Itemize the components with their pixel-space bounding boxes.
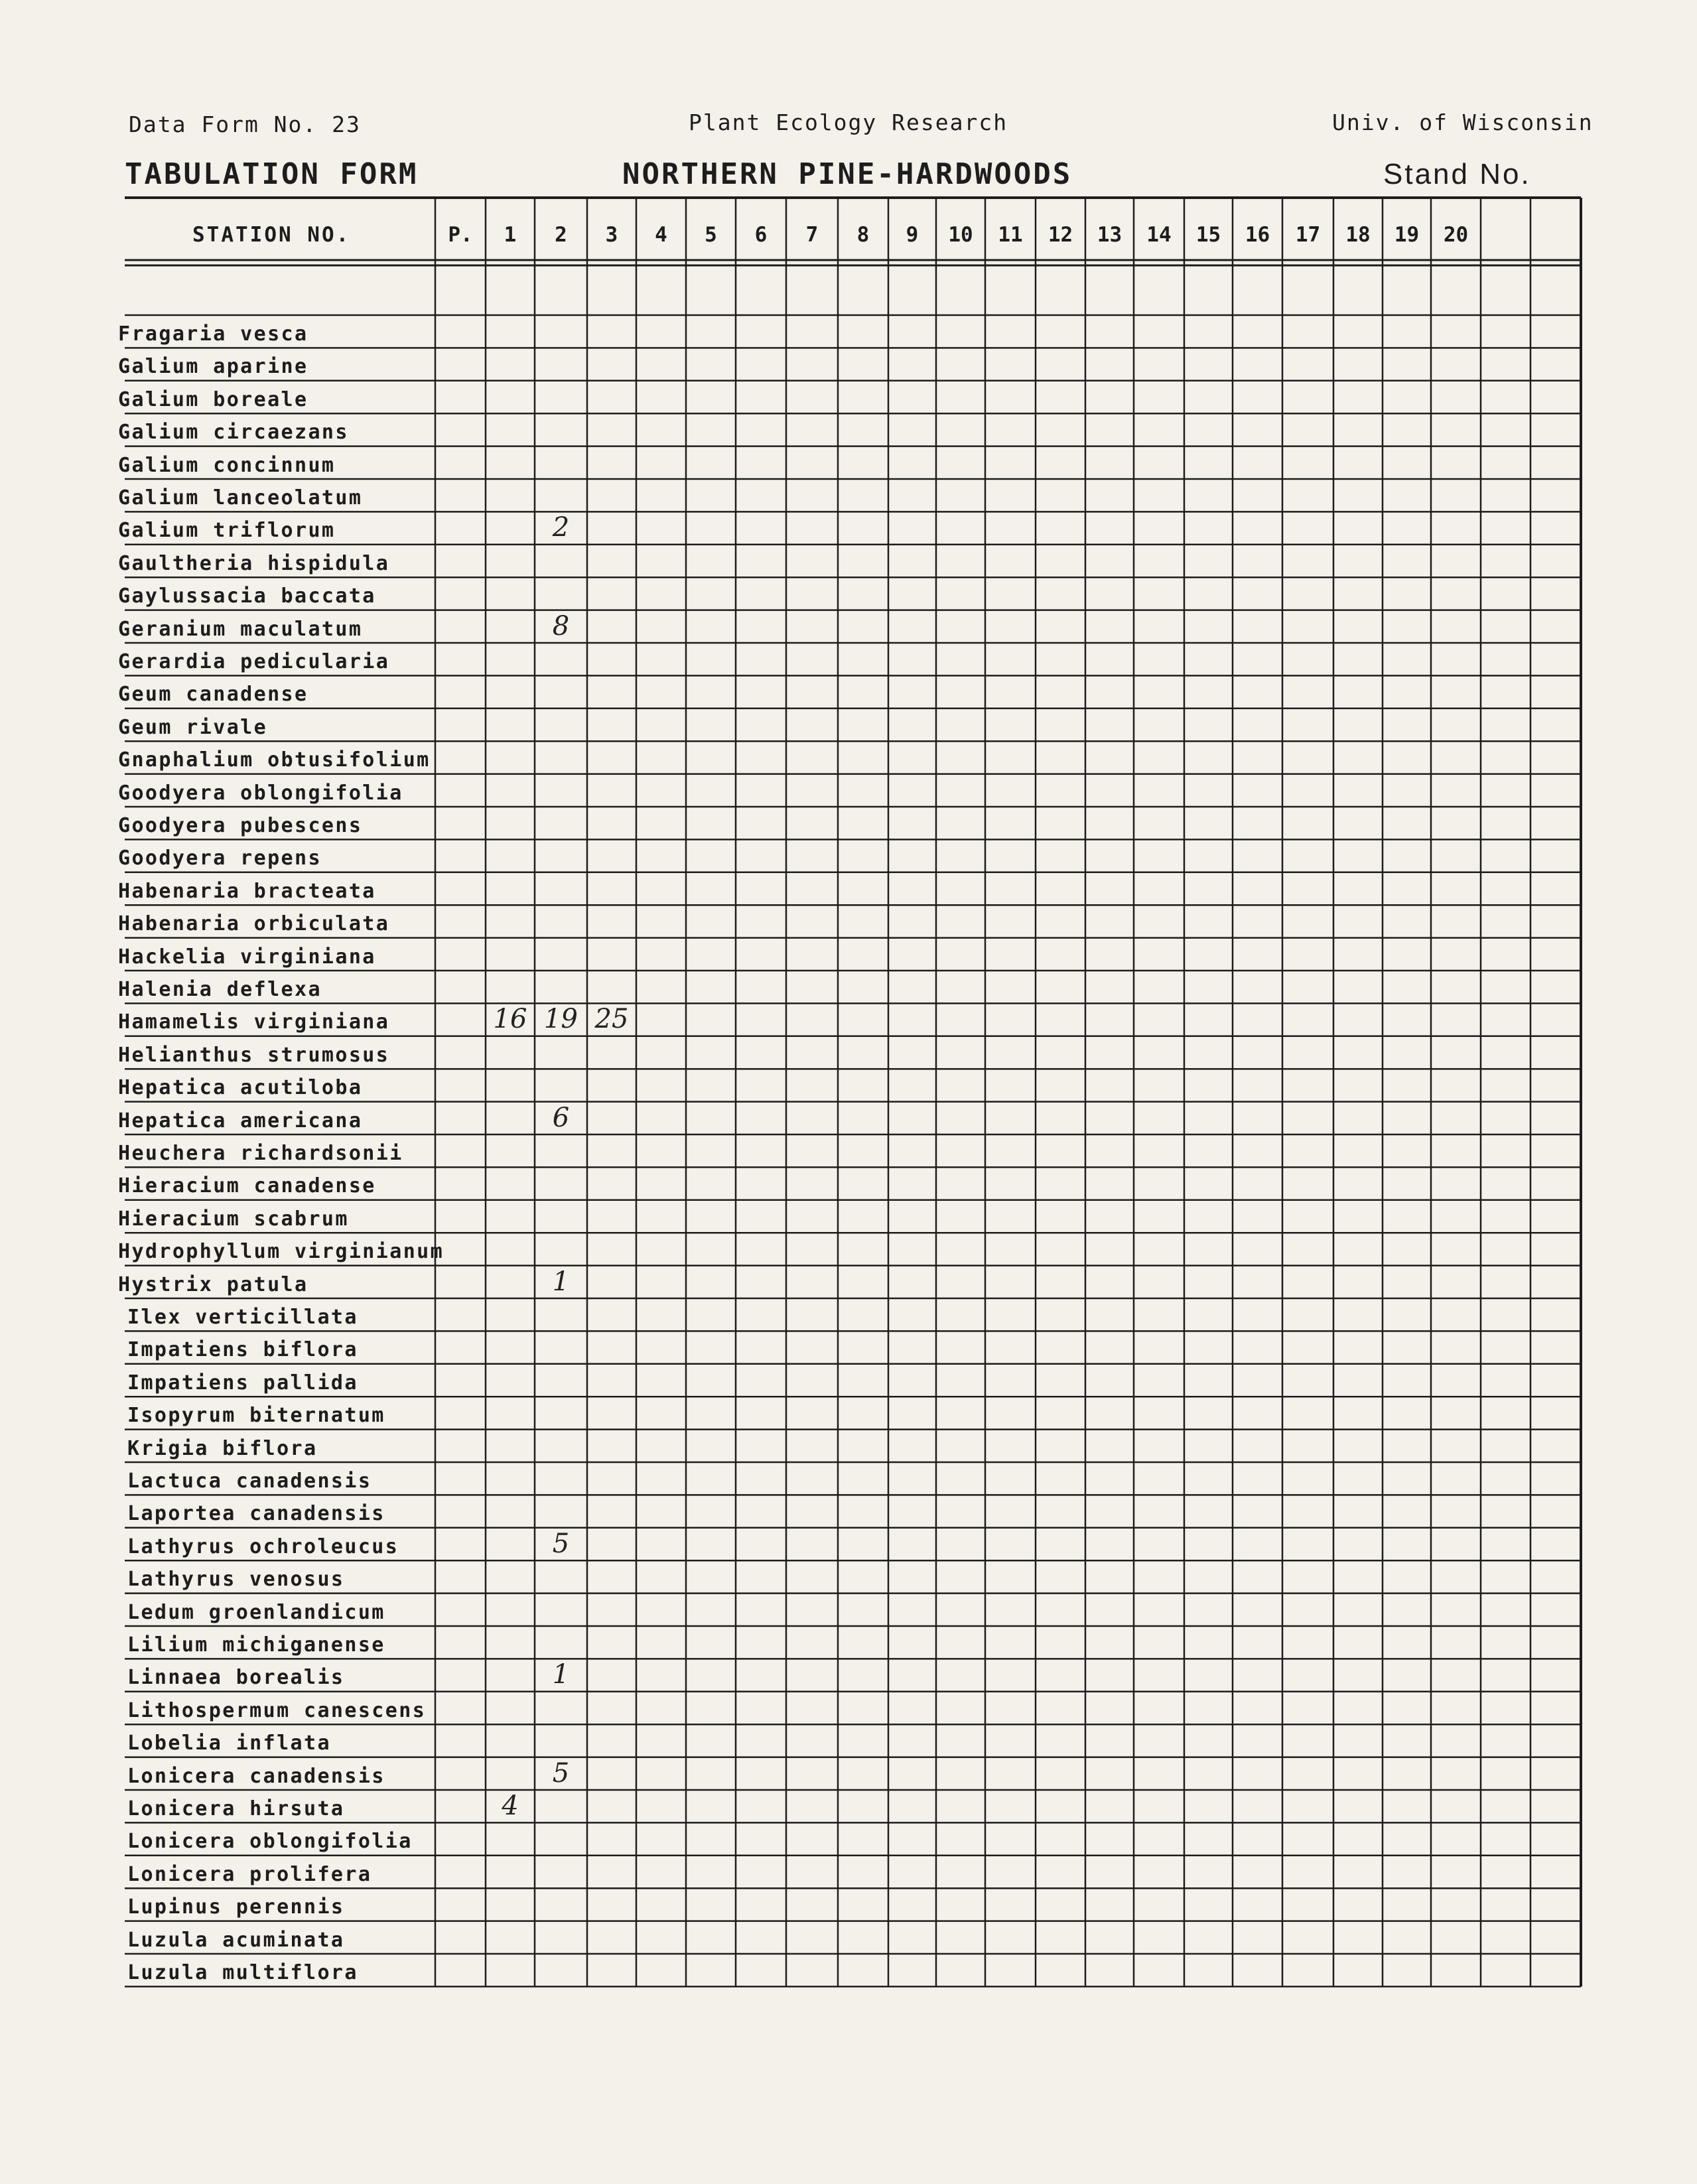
station-column-header: 18: [1345, 223, 1371, 247]
species-label: Hepatica americana: [118, 1109, 363, 1132]
station-column-header: 17: [1295, 223, 1321, 247]
species-label: Impatiens pallida: [127, 1371, 358, 1395]
species-label: Lithospermum canescens: [127, 1698, 427, 1722]
station-column-header: 13: [1097, 223, 1122, 247]
species-label: Galium concinnum: [118, 453, 336, 477]
station-column-header: 9: [906, 223, 919, 247]
forest-type-title: NORTHERN PINE-HARDWOODS: [622, 157, 1073, 191]
species-label: Laportea canadensis: [127, 1502, 385, 1526]
species-label: Luzula multiflora: [127, 1961, 358, 1984]
species-label: Lonicera prolifera: [127, 1862, 372, 1886]
species-label: Geum rivale: [118, 715, 268, 739]
handwritten-entry: 19: [544, 1004, 578, 1035]
handwritten-entry: 1: [552, 1266, 570, 1297]
species-label: Lathyrus ochroleucus: [127, 1535, 399, 1558]
species-label: Luzula acuminata: [127, 1928, 345, 1952]
handwritten-entry: 16: [493, 1004, 527, 1035]
species-label: Hydrophyllum virginianum: [118, 1240, 444, 1264]
station-column-header: 8: [856, 223, 870, 247]
station-column-header: 4: [655, 223, 667, 247]
species-label: Goodyera oblongifolia: [118, 781, 403, 805]
stand-number-label: Stand No.: [1383, 158, 1531, 190]
handwritten-entry: 4: [502, 1791, 519, 1821]
species-label: Lonicera oblongifolia: [127, 1830, 413, 1854]
station-column-header: 20: [1443, 223, 1469, 247]
species-label: Lathyrus venosus: [127, 1568, 345, 1592]
species-label: Hamamelis virginiana: [118, 1010, 390, 1034]
species-label: Ledum groenlandicum: [127, 1600, 385, 1624]
species-label: Heuchera richardsonii: [118, 1142, 403, 1165]
station-column-header: 6: [754, 223, 768, 247]
station-column-header: 16: [1245, 223, 1270, 247]
species-label: Fragaria vesca: [118, 322, 308, 346]
species-label: Geranium maculatum: [118, 617, 363, 641]
handwritten-entry: 1: [552, 1659, 570, 1690]
species-label: Impatiens biflora: [127, 1338, 358, 1362]
species-label: Lonicera hirsuta: [127, 1797, 345, 1820]
species-label: Habenaria orbiculata: [118, 912, 390, 936]
station-column-header: 11: [998, 223, 1023, 247]
station-column-header: 19: [1394, 223, 1420, 247]
species-label: Hieracium canadense: [118, 1174, 376, 1198]
species-label: Gnaphalium obtusifolium: [118, 748, 431, 772]
species-label: Ilex verticillata: [127, 1306, 358, 1329]
species-label: Lobelia inflata: [127, 1732, 331, 1755]
species-label: Goodyera repens: [118, 847, 322, 870]
handwritten-entry: 6: [552, 1102, 570, 1133]
station-column-header: P.: [448, 223, 473, 247]
station-column-header: 14: [1146, 223, 1172, 247]
research-heading: Plant Ecology Research: [689, 109, 1008, 135]
species-label: Hepatica acutiloba: [118, 1076, 363, 1100]
species-label: Krigia biflora: [127, 1436, 318, 1460]
species-label: Goodyera pubescens: [118, 814, 363, 837]
species-label: Lupinus perennis: [127, 1895, 345, 1919]
species-label: Helianthus strumosus: [118, 1043, 390, 1067]
handwritten-entry: 2: [552, 512, 570, 543]
station-column-header: 1: [504, 223, 517, 247]
handwritten-entry: 5: [552, 1528, 570, 1559]
species-label: Lactuca canadensis: [127, 1469, 372, 1493]
form-title: TABULATION FORM: [125, 157, 419, 191]
station-column-header: 3: [605, 223, 618, 247]
handwritten-entry: 5: [552, 1757, 570, 1789]
station-column-header: 10: [948, 223, 973, 247]
species-label: Hackelia virginiana: [118, 945, 376, 969]
species-label: Gaylussacia baccata: [118, 584, 376, 608]
species-label: Lonicera canadensis: [127, 1764, 385, 1788]
species-label: Habenaria bracteata: [118, 879, 376, 903]
species-label: Halenia deflexa: [118, 978, 322, 1001]
handwritten-entry: 8: [552, 610, 570, 642]
university-name: Univ. of Wisconsin: [1332, 109, 1594, 135]
station-column-header: 7: [805, 223, 819, 247]
species-label: Hystrix patula: [118, 1272, 308, 1296]
station-column-header: 5: [705, 223, 717, 247]
station-column-header: 12: [1048, 223, 1073, 247]
station-number-label: STATION NO.: [192, 223, 351, 247]
species-label: Gaultheria hispidula: [118, 551, 390, 575]
handwritten-entry: 25: [594, 1004, 629, 1035]
species-label: Gerardia pedicularia: [118, 650, 390, 673]
station-column-header: 2: [555, 223, 567, 247]
species-label: Galium aparine: [118, 355, 308, 379]
form-number: Data Form No. 23: [129, 111, 361, 137]
species-label: Lilium michiganense: [127, 1633, 385, 1657]
species-label: Galium circaezans: [118, 421, 349, 444]
species-label: Galium lanceolatum: [118, 486, 363, 510]
species-label: Linnaea borealis: [127, 1666, 345, 1690]
station-column-header: 15: [1195, 223, 1221, 247]
species-label: Galium boreale: [118, 387, 308, 411]
species-label: Galium triflorum: [118, 519, 336, 543]
species-label: Hieracium scabrum: [118, 1207, 349, 1231]
species-label: Geum canadense: [118, 683, 308, 707]
species-label: Isopyrum biternatum: [127, 1404, 385, 1428]
